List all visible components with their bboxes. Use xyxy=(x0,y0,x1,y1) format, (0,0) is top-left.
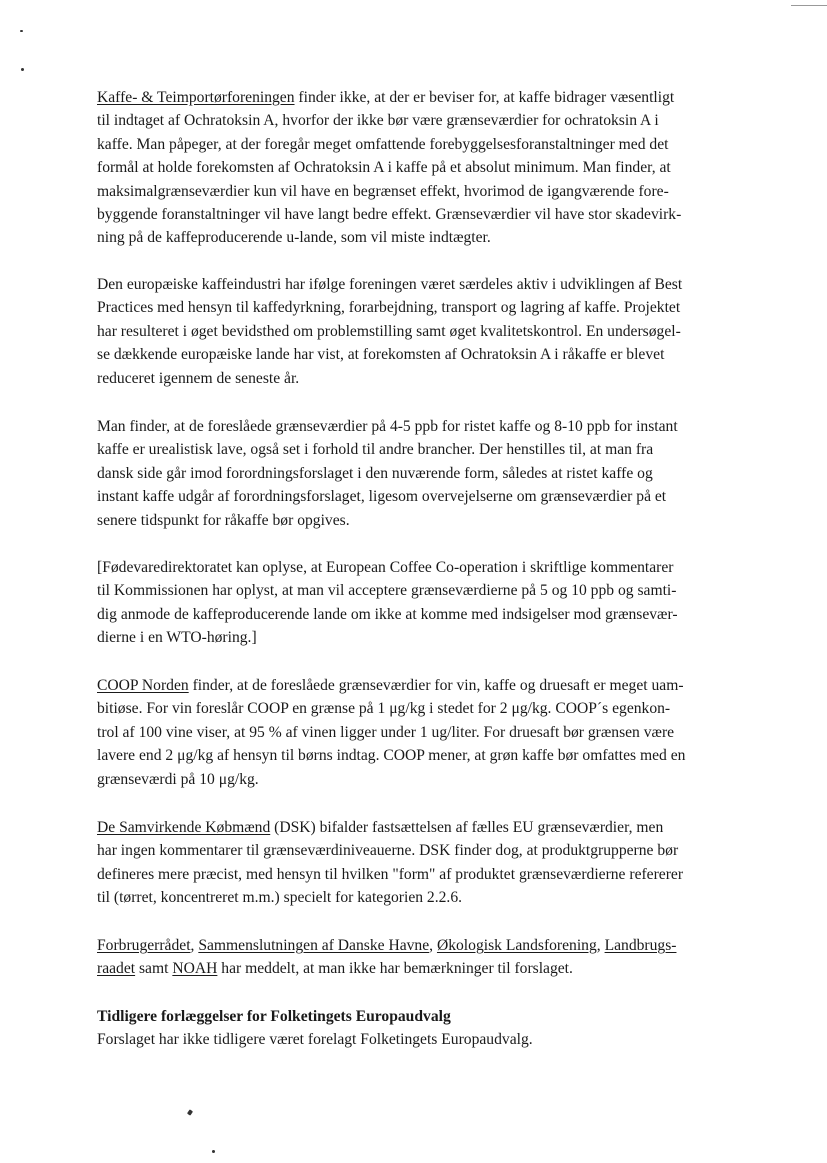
text-segment: trol af 100 vine viser, at 95 % af vinen ligger under 1 ug/liter. For druesaft bør grænsen være xyxy=(97,723,675,741)
text-line xyxy=(97,886,737,909)
text-segment: har resulteret i øget bevidsthed om problemstilling samt øget kvalitetskontrol. En undersøgel- xyxy=(97,322,681,340)
text-segment: bitiøse. For vin foreslår COOP en grænse på 1 μg/kg i stedet for 2 μg/kg. COOP´s egenkon- xyxy=(97,700,671,718)
text-line xyxy=(97,296,737,319)
scan-speck xyxy=(20,30,23,32)
closing-text: Forslaget har ikke tidligere været forelagt Folketingets Europaudvalg. xyxy=(97,1031,533,1048)
text-segment: til (tørret, koncentreret m.m.) specielt for kategorien 2.2.6. xyxy=(97,889,463,907)
underlined-organization-name: Landbrugs- xyxy=(604,937,677,954)
text-segment: Man finder, at de foreslåede grænseværdier på 4-5 ppb for ristet kaffe og 8-10 ppb for instant xyxy=(97,418,678,435)
text-line xyxy=(97,273,737,296)
text-segment: [Fødevaredirektoratet kan oplyse, at European Coffee Co-operation i skriftlige kommentarer xyxy=(97,559,674,576)
text-line xyxy=(97,697,737,720)
text-line xyxy=(97,180,737,203)
text-line xyxy=(97,768,737,791)
text-segment: defineres mere præcist, med hensyn til hvilken "form" af produktet grænseværdierne refererer xyxy=(97,865,684,883)
text-line xyxy=(97,674,737,697)
text-segment: , xyxy=(429,937,437,954)
text-line xyxy=(97,438,737,461)
text-segment: (DSK) bifalder fastsættelsen af fælles EU grænseværdier, men xyxy=(270,819,664,836)
text-segment: senere tidspunkt for råkaffe bør opgives. xyxy=(97,511,350,529)
text-segment: dansk side går imod forordningsforslaget i den nuværende form, således at ristet kaffe og xyxy=(97,464,653,482)
text-segment: lavere end 2 μg/kg af hensyn til børns indtag. COOP mener, at grøn kaffe bør omfattes med en xyxy=(97,747,686,765)
paragraph-forbruger xyxy=(97,934,737,981)
underlined-organization-name: Forbrugerrådet xyxy=(97,937,191,954)
text-segment: se dækkende europæiske lande har vist, at forekomsten af Ochratoksin A i råkaffe er blevet xyxy=(97,346,665,364)
underlined-organization-name: De Samvirkende Købmænd xyxy=(97,819,271,836)
text-segment: , xyxy=(596,937,605,954)
text-segment: Practices med hensyn til kaffedyrkning, forarbejdning, transport og lagring af kaffe. Projektet xyxy=(97,299,681,317)
underlined-organization-name: COOP Norden xyxy=(97,677,189,694)
text-line xyxy=(97,934,737,957)
text-segment: , xyxy=(190,937,199,954)
text-line xyxy=(97,86,737,109)
text-line xyxy=(97,816,737,839)
text-line xyxy=(97,839,737,862)
underlined-organization-name: Sammenslutningen af Danske Havne xyxy=(198,937,430,954)
text-segment: reduceret igennem de seneste år. xyxy=(97,369,300,387)
text-line xyxy=(97,485,737,508)
text-line xyxy=(97,133,737,156)
scan-speck xyxy=(212,1150,215,1153)
underlined-organization-name: Kaffe- & Teimportørforeningen xyxy=(97,89,295,106)
text-line xyxy=(97,556,737,579)
text-line xyxy=(97,156,737,179)
text-segment: samt xyxy=(135,960,173,978)
text-segment: har meddelt, at man ikke har bemærkninger til forslaget. xyxy=(217,960,573,978)
text-line xyxy=(97,957,737,980)
text-line xyxy=(97,109,737,132)
paragraph-kaffe xyxy=(97,86,737,250)
text-segment: til Kommissionen har oplyst, at man vil acceptere grænseværdierne på 5 og 10 ppb og samti- xyxy=(97,582,677,600)
text-line xyxy=(97,367,737,390)
scan-speck xyxy=(21,68,24,71)
paragraph-graensevaerdier xyxy=(97,415,737,532)
text-segment: til indtaget af Ochratoksin A, hvorfor der ikke bør være grænseværdier for ochratoksin A i xyxy=(97,112,659,130)
text-segment: finder ikke, at der er beviser for, at kaffe bidrager væsentligt xyxy=(294,89,675,106)
scan-edge-line xyxy=(791,5,827,6)
text-segment: formål at holde forekomsten af Ochratoksin A i kaffe på et absolut minimum. Man finder, at xyxy=(97,159,671,177)
text-line xyxy=(97,863,737,886)
text-segment: byggende foranstaltninger vil have langt bedre effekt. Grænseværdier vil have stor skadevirk- xyxy=(97,206,682,224)
text-line xyxy=(97,603,737,626)
text-line xyxy=(97,320,737,343)
text-segment: finder, at de foreslåede grænseværdier for vin, kaffe og druesaft er meget uam- xyxy=(188,677,684,694)
underlined-organization-name: raadet xyxy=(97,960,136,978)
paragraph-europaeiske xyxy=(97,273,737,390)
text-line xyxy=(97,509,737,532)
text-line xyxy=(97,343,737,366)
text-segment: maksimalgrænseværdier kun vil have en begrænset effekt, hvorimod de igangværende fore- xyxy=(97,182,669,200)
underlined-organization-name: NOAH xyxy=(172,960,218,978)
section-heading: Tidligere forlæggelser for Folketingets Europaudvalg xyxy=(97,1008,451,1025)
text-line xyxy=(97,203,737,226)
paragraph-coop xyxy=(97,674,737,791)
text-segment: dierne i en WTO-høring.] xyxy=(97,629,257,647)
paragraph-dsk xyxy=(97,816,737,910)
paragraph-foedevare xyxy=(97,556,737,650)
underlined-organization-name: Økologisk Landsforening xyxy=(436,937,597,954)
text-segment: kaffe er urealistisk lave, også set i forhold til andre brancher. Der henstilles til, at man fra xyxy=(97,441,654,459)
text-segment: dig anmode de kaffeproducerende lande om ikke at komme med indsigelser mod grænsevær- xyxy=(97,605,678,623)
text-line xyxy=(97,626,737,649)
text-segment: instant kaffe udgår af forordningsforslaget, ligesom overvejelserne om grænseværdier på et xyxy=(97,488,667,506)
text-segment: ning på de kaffeproducerende u-lande, som vil miste indtægter. xyxy=(97,229,491,247)
text-segment: har ingen kommentarer til grænseværdiniveauerne. DSK finder dog, at produktgrupperne bør xyxy=(97,842,679,860)
text-line xyxy=(97,579,737,602)
text-line xyxy=(97,721,737,744)
text-segment: Den europæiske kaffeindustri har ifølge foreningen været særdeles aktiv i udviklingen af Best xyxy=(97,276,683,293)
scan-speck xyxy=(187,1109,193,1115)
text-segment: kaffe. Man påpeger, at der foregår meget omfattende forebyggelsesforanstaltninger med det xyxy=(97,135,669,153)
text-line xyxy=(97,462,737,485)
text-line xyxy=(97,744,737,767)
text-segment: grænseværdi på 10 μg/kg. xyxy=(97,770,259,788)
text-line xyxy=(97,415,737,438)
text-line xyxy=(97,226,737,249)
